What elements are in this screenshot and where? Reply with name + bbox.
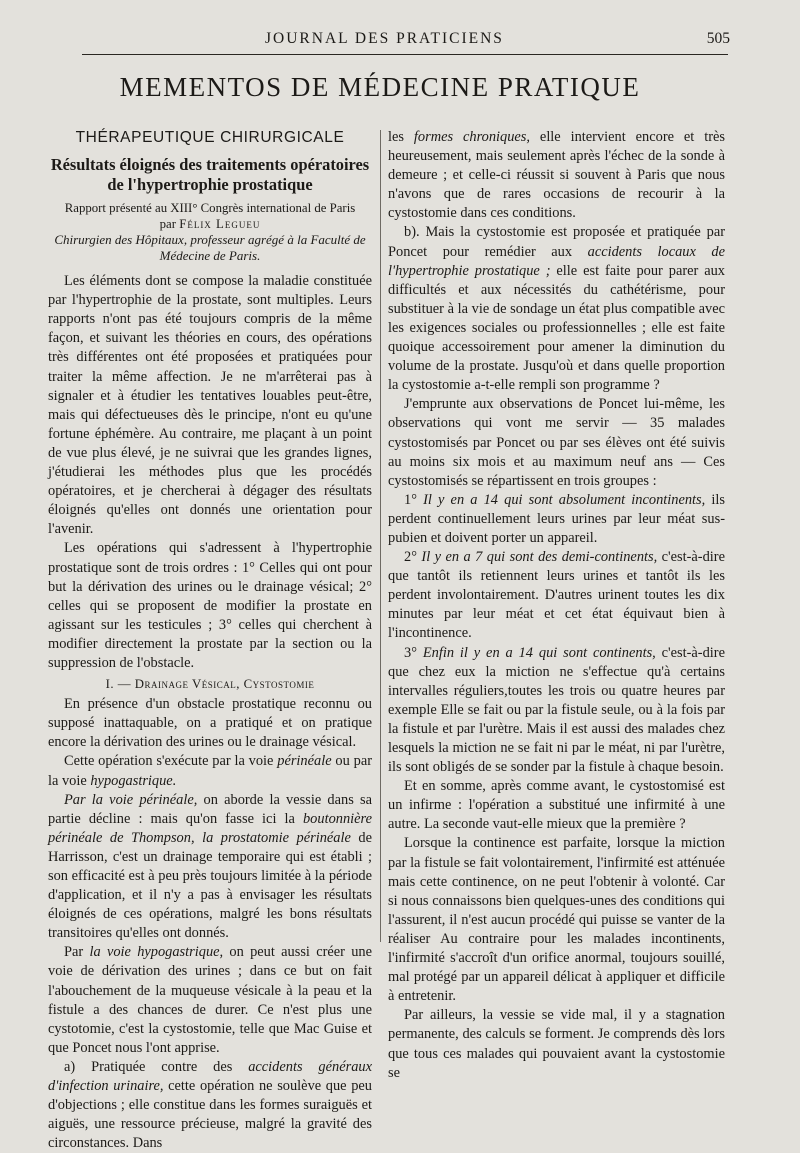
paragraph: b). Mais la cystostomie est proposée et pratiquée par Poncet pour remédier aux accidents locaux de l'hypertrophie prostatique ; elle est faite pour parer aux difficultés et aux nécessités du cathétérisme, pour substituer à la vie de sondage un état plus compatible avec les exigences sociales ou professionnelles ; elle est faite quoique accessoirement pour amener la diminution du volume de la prostate. Jusqu'où et dans quelle proportion la cystostomie a-t-elle rempli son programme ?	[388, 224, 725, 394]
paragraph: Et en somme, après comme avant, le cystostomisé est un infirme : l'opération a substitué une infirmité à une autre. La seconde vaut-elle mieux que la première ?	[388, 778, 725, 833]
page-number: 505	[706, 30, 730, 47]
header-rule	[82, 54, 728, 55]
paragraph: les formes chroniques, elle intervient encore et très heureusement, mais seulement après l'échec de la sonde à demeure ; et celle-ci réussit si souvent à Paris que nous n'avons que de rares occasions de recourir à la cystostomie dans ces conditions.	[388, 129, 725, 222]
author-line	[48, 216, 372, 232]
article-title-line-2: de l'hypertrophie prostatique	[107, 175, 313, 195]
page-title: MEMENTOS DE MÉDECINE PRATIQUE	[119, 72, 641, 102]
paragraph: 1° Il y en a 14 qui sont absolument incontinents, ils perdent continuellement leurs urines par leur méat sus-pubien et doivent porter un appareil.	[388, 491, 725, 546]
section-heading: THÉRAPEUTIQUE CHIRURGICALE	[75, 129, 345, 146]
paragraph: Lorsque la continence est parfaite, lorsque la miction par la fistule se fait volontairement, l'infirmité est atténuée mais cette continence, on ne peut l'obtenir à volonté. Car si nous connaissons bien quelques-unes des conditions qui l'assurent, il n'est aucun procédé qui puisse se vanter de la réaliser Au contraire pour les malades incontinents, l'infirmité s'accroît d'un orifice anormal, toujours souillé, mal protégé par un appareil délicat à appliquer et difficile à entretenir.	[388, 835, 725, 1005]
paragraph: Par la voie périnéale, on aborde la vessie dans sa partie décline : mais qu'on fasse ici la boutonnière périnéale de Thompson, la prostatomie périnéale de Harrisson, c'est un drainage temporaire qui est établi ; son efficacité est à peu près toujours limitée à la période d'application, et il n'y a pas à envisager les résultats éloignés de ces opérations, malgré les bons résultats transitoires qu'elles ont donnés.	[48, 791, 372, 942]
left-column	[48, 128, 372, 1153]
paragraph: Les opérations qui s'adressent à l'hypertrophie prostatique sont de trois ordres : 1° Celles qui ont pour but la dérivation des urines ou le drainage vésical; 2° celles qui se proposent de modifier la prostate en agissant sur les testicules ; 3° celles qui cherchent à modifier directement la prostate par la section ou la suppression de l'obstacle.	[48, 540, 372, 671]
column-divider	[380, 130, 381, 942]
running-head	[150, 30, 730, 50]
author-prefix: par	[159, 217, 176, 232]
paragraph: J'emprunte aux observations de Poncet lui-même, les observations qui vont me servir — 35 malades cystostomisés par Poncet ou par ses élèves ont été suivis au moins six mois et au maximum neuf ans — Ces cystostomisés se répartissent en trois groupes :	[388, 396, 725, 489]
paragraph: Par ailleurs, la vessie se vide mal, il y a stagnation permanente, des calculs se forment. Je comprends dès lors que tous ces malades qui pouvaient avant la cystostomie se	[388, 1007, 725, 1081]
journal-name: JOURNAL DES PRATICIENS	[265, 30, 504, 47]
paragraph: Par la voie hypogastrique, on peut aussi créer une voie de dérivation des urines ; dans ce but on fait l'abouchement de la muqueuse vésicale à la peau et la fistule a des chances de durer. Ce n'est plus une cystotomie, c'est la cystostomie, telle que Mac Guise et que Poncet nous l'ont apprise.	[48, 944, 373, 1056]
subsection-heading: I. — Drainage Vésical, Cystostomie	[105, 677, 315, 692]
report-line: Rapport présenté au XIII° Congrès international de Paris	[64, 201, 356, 216]
paragraph: 2° Il y en a 7 qui sont des demi-continents, c'est-à-dire que tantôt ils retiennent leurs urines et tantôt ils les perdent involontairement. D'autres urinent toutes les dix minutes par leur méat et cet état équivaut bien à l'incontinence.	[388, 549, 725, 642]
paragraph: Cette opération s'exécute par la voie périnéale ou par la voie hypogastrique.	[48, 753, 372, 789]
paragraph: a) Pratiquée contre des accidents généraux d'infection urinaire, cette opération ne soulève que peu d'objections ; elle constitue dans les formes suraiguës et aiguës, une ressource précieuse, malgré la gravité des circonstances. Dans	[48, 1058, 372, 1152]
author-name: Félix Legueu	[179, 217, 261, 232]
paragraph: 3° Enfin il y en a 14 qui sont continents, c'est-à-dire que chez eux la miction ne s'effectue qu'à certains intervalles réguliers,toutes les trois ou quatre heures par exemple Elle se fait ou par la fistule seule, ou à la fois par la fistule et par l'urètre. Mais il est aussi des malades chez lesquels la miction ne se fait ni par le méat, ni par l'urètre, ils sont obligés de se sonder par la fistule à chaque besoin.	[388, 644, 725, 776]
paragraph: Les éléments dont se compose la maladie constituée par l'hypertrophie de la prostate, sont multiples. Leurs rapports n'ont pas été toujours compris de la même façon, et suivant les théories en cours, des opérations très différentes ont été proposées et pratiquées pour traiter la même affection. Je ne m'arrêterai pas à signaler et à étudier les tentatives louables peut-être, mais qui défectueuses dès le principe, n'ont eu qu'une fortune éphémère. Au contraire, me plaçant à un point de vue plus élevé, je ne suivrai que les grandes lignes, j'étudierai les méthodes plus que les procédés opératoires, et je chercherai à dégager des résultats éloignés qu'elles ont donnés une orientation pour l'avenir.	[48, 273, 372, 538]
paragraph: En présence d'un obstacle prostatique reconnu ou supposé inattaquable, on a pratiqué et on pratique encore la dérivation des urines ou le drainage vésical.	[48, 696, 372, 751]
article-title-line-1: Résultats éloignés des traitements opératoires	[50, 155, 370, 175]
right-column	[388, 128, 725, 1083]
author-affiliation: Chirurgien des Hôpitaux, professeur agrégé à la Faculté de Médecine de Paris.	[54, 232, 366, 264]
